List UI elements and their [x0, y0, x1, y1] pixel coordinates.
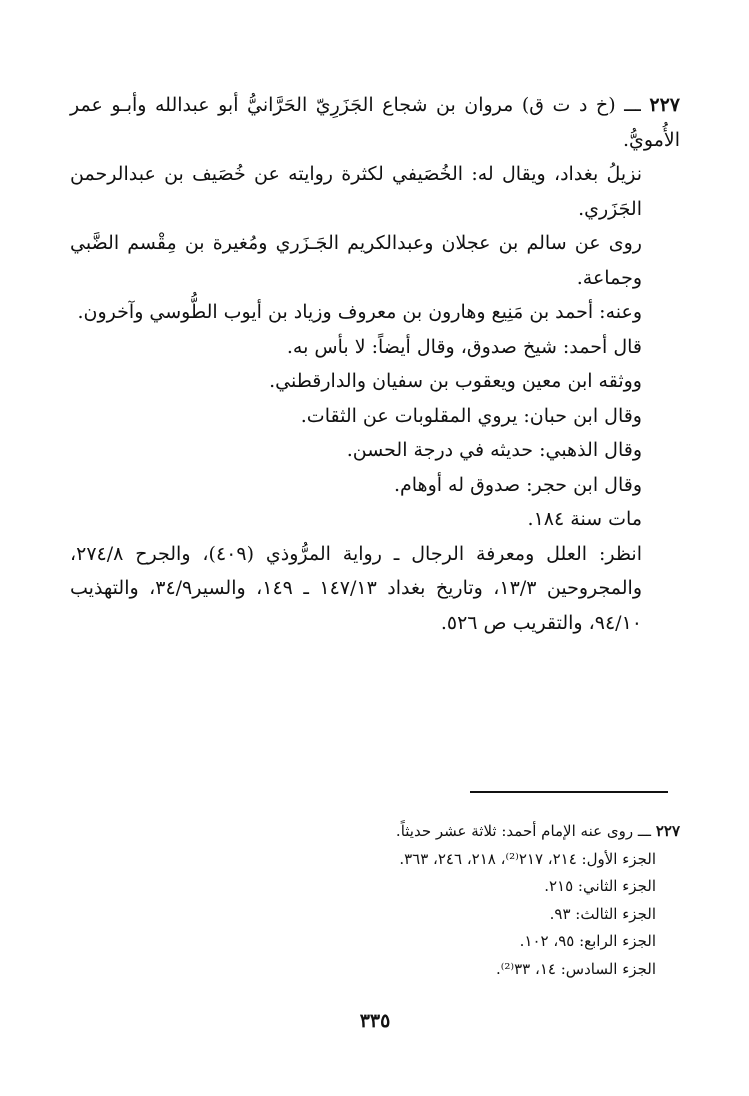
entry-paragraph: قال أحمد: شيخ صدوق، وقال أيضاً: لا بأس به.	[286, 335, 642, 358]
footnote-item: الجزء الأول: ٢١٤، ٢١٧⁽²⁾، ٢١٨، ٢٤٦، ٣٦٣.	[399, 849, 656, 868]
footnote-intro	[240, 818, 680, 846]
footnote-separator	[470, 791, 668, 793]
entry-paragraph: وعنه: أحمد بن مَنِيع وهارون بن معروف وزياد بن أيوب الطُّوسي وآخرون.	[77, 301, 642, 323]
entry-paragraph: ووثقه ابن معين ويعقوب بن سفيان والدارقطني.	[269, 370, 642, 392]
entry-paragraph: انظر: العلل ومعرفة الرجال ـ رواية المرُّوذي (٤٠٩)، والجرح ٢٧٤/٨، والمجروحين ١٣/٣، وتاريخ بغداد ١٤٧/١٣ ـ ١٤٩، والسير٣٤/٩، والتهذيب ٩٤/١٠، والتقريب ص ٥٢٦.	[70, 542, 642, 634]
entry-paragraph: مات سنة ١٨٤.	[527, 508, 642, 530]
entry-heading-text: (خ د ت ق) مروان بن شجاع الجَزَرِيّ الحَرَّانيُّ أبو عبدالله وأبـو عمر الأُمويُّ.	[70, 94, 680, 151]
entry-dash: ـــ	[624, 94, 641, 116]
entry-paragraph: وقال ابن حبان: يروي المقلوبات عن الثقات.	[300, 404, 642, 427]
page-number: ٣٣٥	[359, 1010, 391, 1032]
entry-paragraph: روى عن سالم بن عجلان وعبدالكريم الجَـزَري ومُغيرة بن مِقْسم الضَّبي وجماعة.	[70, 232, 642, 289]
footnote-item: الجزء الثالث: ٩٣.	[549, 904, 656, 923]
biography-entry	[70, 88, 680, 640]
footnote-dash: ـــ	[637, 822, 652, 840]
entry-paragraph: نزيلُ بغداد، ويقال له: الخُصَيفي لكثرة روايته عن خُصَيف بن عبدالرحمن الجَزَري.	[70, 163, 642, 220]
footnote-item: الجزء الثاني: ٢١٥.	[544, 877, 656, 895]
footnote-item: الجزء الرابع: ٩٥، ١٠٢.	[519, 932, 656, 950]
entry-heading	[70, 88, 680, 157]
footnote-number: ٢٢٧	[655, 822, 680, 840]
entry-paragraph: وقال الذهبي: حديثه في درجة الحسن.	[346, 439, 642, 461]
footnote-item: الجزء السادس: ١٤، ٣٣⁽²⁾.	[495, 959, 656, 978]
footnotes	[240, 818, 680, 983]
entry-paragraph: وقال ابن حجر: صدوق له أوهام.	[393, 473, 642, 496]
footnote-intro-text: روى عنه الإمام أحمد: ثلاثة عشر حديثاً.	[395, 822, 634, 840]
entry-number: ٢٢٧	[649, 94, 680, 116]
